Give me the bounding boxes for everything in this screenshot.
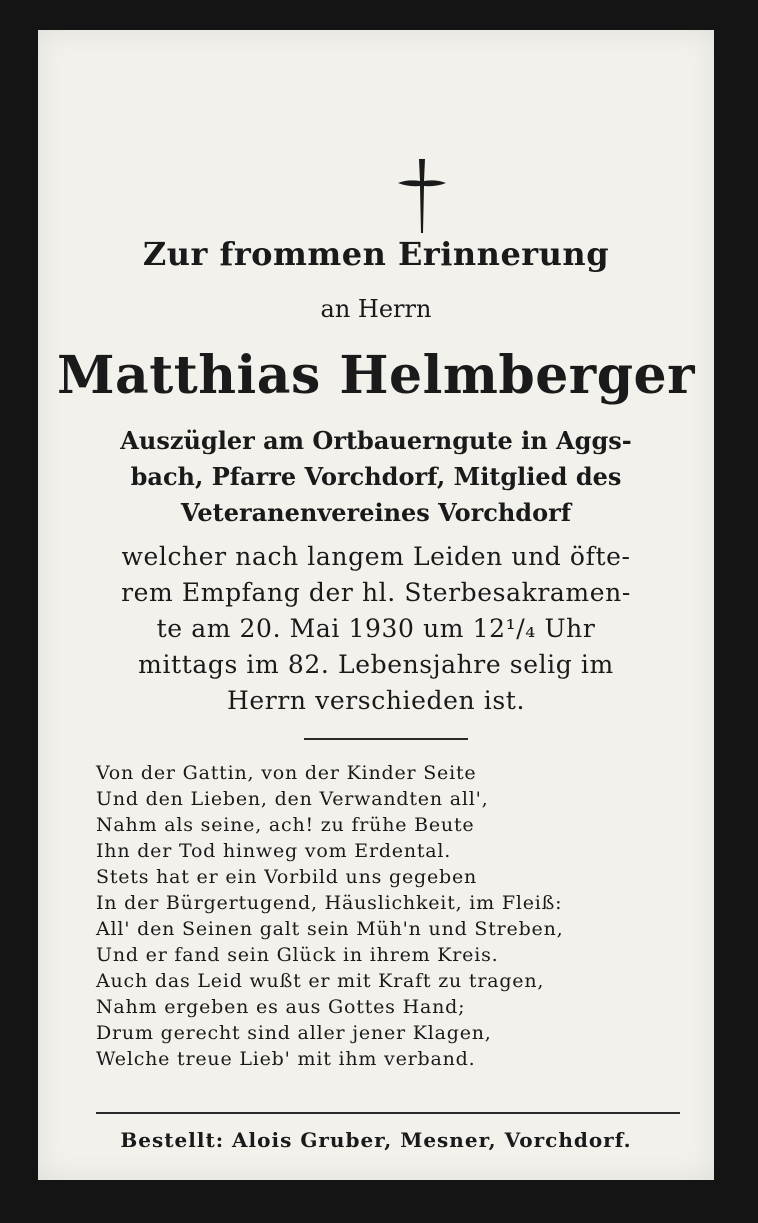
poem-line: In der Bürgertugend, Häuslichkeit, im Fleiß: [96,892,563,914]
poem-line: Stets hat er ein Vorbild uns gegeben [96,866,478,888]
body-line: welcher nach langem Leiden und öfte- [121,542,631,571]
memorial-card [38,30,714,1180]
body-line: rem Empfang der hl. Sterbesakramen- [121,578,631,607]
description-line: Auszügler am Ortbauerngute in Aggs- [120,426,632,455]
poem-line: Auch das Leid wußt er mit Kraft zu tragen, [96,970,545,992]
poem-line: Nahm ergeben es aus Gottes Hand; [96,996,466,1018]
card-title: Zur frommen Erinnerung [142,235,610,273]
poem-line: Und er fand sein Glück in ihrem Kreis. [96,944,499,966]
divider [304,738,468,740]
printer-credit: Bestellt: Alois Gruber, Mesner, Vorchdorf. [120,1128,632,1152]
poem-line: Nahm als seine, ach! zu frühe Beute [96,814,475,836]
body-line: mittags im 82. Lebensjahre selig im [138,650,614,679]
poem-line: Welche treue Lieb' mit ihm verband. [96,1048,476,1070]
poem-line: Ihn der Tod hinweg vom Erdental. [96,840,452,862]
poem-line: Und den Lieben, den Verwandten all', [96,788,489,810]
description-line: bach, Pfarre Vorchdorf, Mitglied des [130,462,622,491]
poem-line: All' den Seinen galt sein Müh'n und Streben, [96,918,564,940]
description-line: Veteranenvereines Vorchdorf [180,498,572,527]
poem-line: Von der Gattin, von der Kinder Seite [96,762,477,784]
salutation: an Herrn [320,295,432,323]
body-line: Herrn verschieden ist. [226,686,525,715]
poem-line: Drum gerecht sind aller jener Klagen, [96,1022,492,1044]
footer-divider [96,1112,680,1114]
cross-icon [396,157,448,235]
deceased-name: Matthias Helmberger [56,345,696,406]
body-line: te am 20. Mai 1930 um 12¹/₄ Uhr [156,614,596,643]
